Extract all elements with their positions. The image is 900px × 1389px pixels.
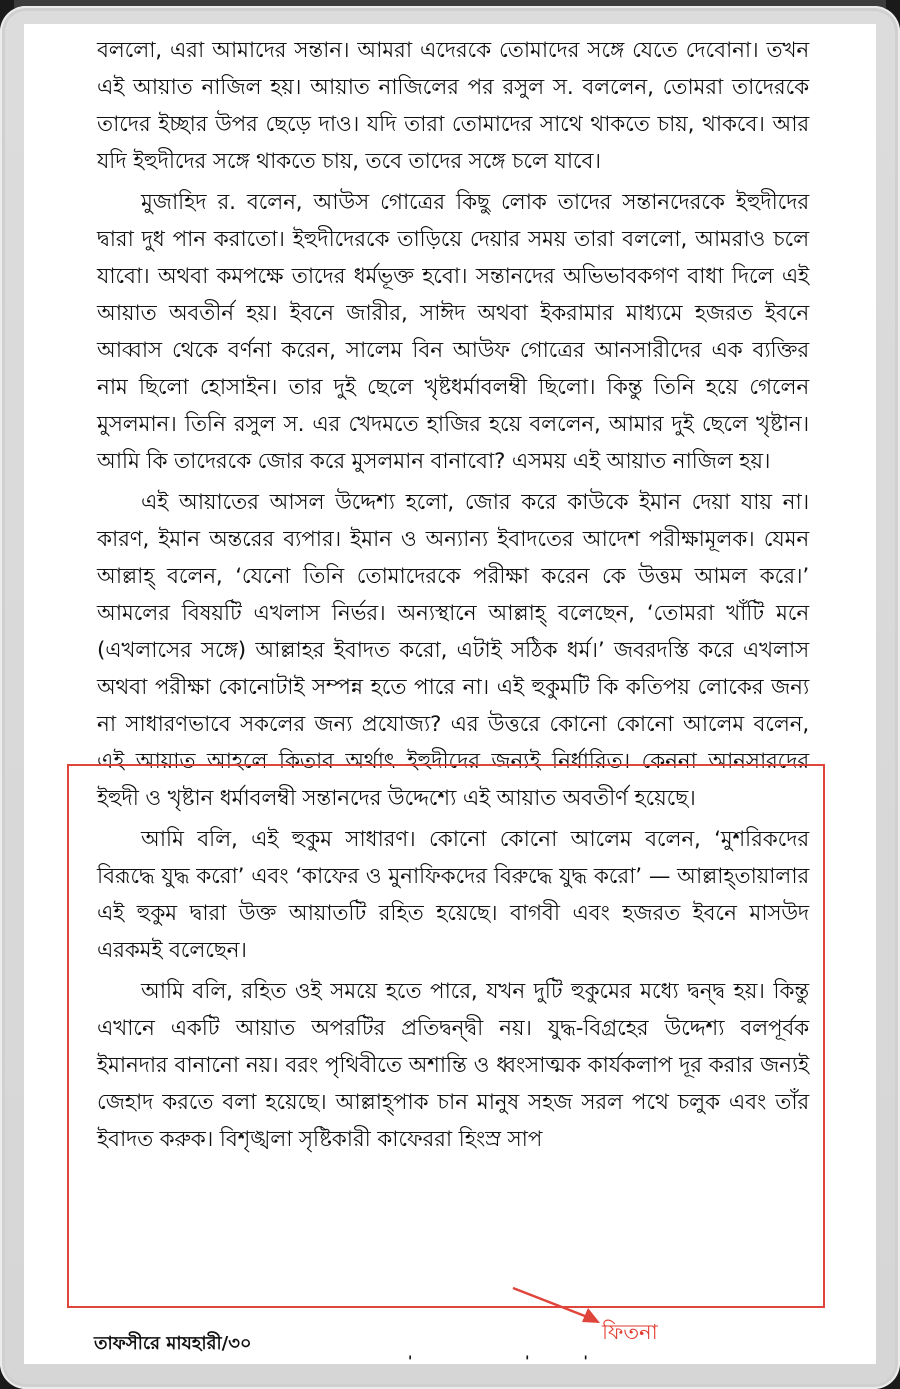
paragraph-4: আমি বলি, এই হুকুম সাধারণ। কোনো কোনো আলেম বলেন, ‘মুশরিকদের বিরূদ্ধে যুদ্ধ করো’ এবং ‘কাফের ও মুনাফিকদের বিরুদ্ধে যুদ্ধ করো’ — আল্লাহ্তায়ালার এই হুকুম দ্বারা উক্ত আয়াতটি রহিত হয়েছে। বাগবী এবং হজরত ইবনে মাসউদ এরকমই বলেছেন।: [97, 827, 809, 963]
body-text: [97, 32, 809, 1158]
cut-off-text-marks: ' '': [408, 1354, 642, 1364]
paragraph-2: মুজাহিদ র. বলেন, আউস গোত্রের কিছু লোক তাদের সন্তানদেরকে ইহুদীদের দ্বারা দুধ পান করাতো। ইহুদীদেরকে তাড়িয়ে দেয়ার সময় তারা বললো, আমরাও চলে যাবো। অথবা কমপক্ষে তাদের ধর্মভূক্ত হবো। সন্তানদের অভিভাবকগণ বাধা দিলে এই আয়াত অবতীর্ন হয়। ইবনে জারীর, সাঈদ অথবা ইকরামার মাধ্যমে হজরত ইবনে আব্বাস থেকে বর্ণনা করেন, সালেম বিন আউফ গোত্রের আনসারীদের এক ব্যক্তির নাম ছিলো হোসাইন। তার দুই ছেলে খৃষ্টধর্মাবলম্বী ছিলো। কিন্তু তিনি হয়ে গেলেন মুসলমান। তিনি রসুল স. এর খেদমতে হাজির হয়ে বললেন, আমার দুই ছেলে খৃষ্টান। আমি কি তাদেরকে জোর করে মুসলমান বানাবো? এসময় এই আয়াত নাজিল হয়।: [97, 190, 809, 474]
paragraph-5: আমি বলি, রহিত ওই সময়ে হতে পারে, যখন দুটি হুকুমের মধ্যে দ্বন্দ্ব হয়। কিন্তু এখানে একটি আয়াত অপরটির প্রতিদ্বন্দ্বী নয়। যুদ্ধ-বিগ্রহের উদ্দেশ্য বলপূর্বক ইমানদার বানানো নয়। বরং পৃথিবীতে অশান্তি ও ধ্বংসাত্মক কার্যকলাপ দূর করার জন্যই জেহাদ করতে বলা হয়েছে। আল্লাহ্পাক চান মানুষ সহজ সরল পথে চলুক এবং তাঁর ইবাদত করুক। বিশৃঙ্খলা সৃষ্টিকারী কাফেররা হিংস্র সাপ: [97, 979, 809, 1152]
paragraph-1: বললো, এরা আমাদের সন্তান। আমরা এদেরকে তোমাদের সঙ্গে যেতে দেবোনা। তখন এই আয়াত নাজিল হয়। আয়াত নাজিলের পর রসুল স. বললেন, তোমরা তাদেরকে তাদের ইচ্ছার উপর ছেড়ে দাও। যদি তারা তোমাদের সাথে থাকতে চায়, থাকবে। আর যদি ইহুদীদের সঙ্গে থাকতে চায়, তবে তাদের সঙ্গে চলে যাবে।: [97, 38, 810, 174]
document-page: [24, 24, 876, 1364]
paragraph-3: এই আয়াতের আসল উদ্দেশ্য হলো, জোর করে কাউকে ইমান দেয়া যায় না। কারণ, ইমান অন্তরের ব্যপার। ইমান ও অন্যান্য ইবাদতের আদেশ পরীক্ষামূলক। যেমন আল্লাহ্ বলেন, ‘যেনো তিনি তোমাদেরকে পরীক্ষা করেন কে উত্তম আমল করে।’ আমলের বিষয়টি এখলাস নির্ভর। অন্যস্থানে আল্লাহ্ বলেছেন, ‘তোমরা খাঁটি মনে (এখলাসের সঙ্গে) আল্লাহর ইবাদত করো, এটাই সঠিক ধর্ম।’ জবরদস্তি করে এখলাস অথবা পরীক্ষা কোনোটাই সম্পন্ন হতে পারে না। এই হুকুমটি কি কতিপয় লোকের জন্য না সাধারণভাবে সকলের জন্য প্রযোজ্য? এর উত্তরে কোনো কোনো আলেম বলেন, এই আয়াত আহলে কিতাব অর্থাৎ ইহুদীদের জন্যই নির্ধারিত। কেননা আনসারদের ইহুদী ও খৃষ্টান ধর্মাবলম্বী সন্তানদের উদ্দেশ্যে এই আয়াত অবতীর্ণ হয়েছে।: [97, 490, 809, 811]
annotation-label: ফিতনা: [602, 1320, 658, 1344]
page-footer: তাফসীরে মাযহারী/৩০: [94, 1333, 252, 1354]
